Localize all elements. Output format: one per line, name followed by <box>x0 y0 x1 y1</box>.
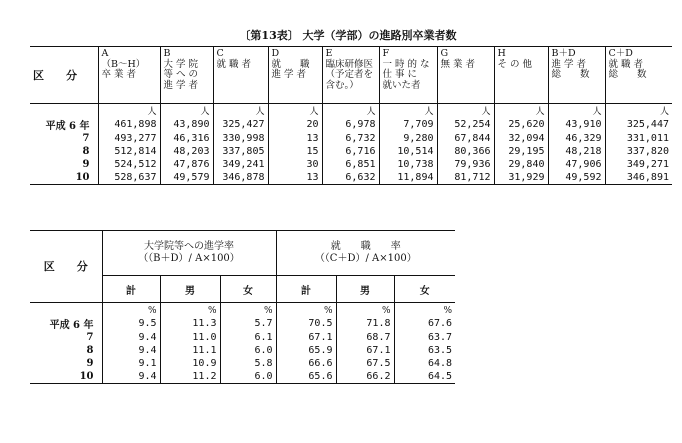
table-cell: 29,195 <box>494 145 548 158</box>
table-cell: 325,447 <box>605 117 672 132</box>
table-cell: 10.9 <box>160 357 220 370</box>
table-cell: 81,712 <box>437 171 494 185</box>
col-header-h: H そ の 他 <box>494 47 548 104</box>
row-label: 7 <box>86 332 94 343</box>
table-cell: 325,427 <box>213 117 268 132</box>
subheader-male: 男 <box>336 276 394 303</box>
col-header-c-plus-d: C＋D 就 職 者 総 数 <box>605 47 672 104</box>
table-cell: 46,329 <box>548 132 605 145</box>
table-cell: 461,898 <box>98 117 160 132</box>
table-cell: 43,910 <box>548 117 605 132</box>
table-cell: 9.4 <box>102 331 160 344</box>
table-row <box>30 316 455 331</box>
kubun-header: 区 分 <box>30 47 98 104</box>
unit-cell: % <box>220 303 276 317</box>
table-cell: 47,906 <box>548 158 605 171</box>
table-cell: 524,512 <box>98 158 160 171</box>
table-cell: 5.7 <box>220 316 276 331</box>
kubun-header: 区 分 <box>30 231 102 303</box>
table-cell: 6.0 <box>220 344 276 357</box>
table-cell: 65.6 <box>276 370 336 384</box>
table-cell: 20 <box>268 117 322 132</box>
table-cell: 11.3 <box>160 316 220 331</box>
table-row <box>30 331 455 344</box>
table-cell: 6,732 <box>322 132 379 145</box>
table-cell: 79,936 <box>437 158 494 171</box>
col-header-b: B 大 学 院 等 へ の 進 学 者 <box>160 47 213 104</box>
table-cell: 32,094 <box>494 132 548 145</box>
table-cell: 9.1 <box>102 357 160 370</box>
table-cell: 67.1 <box>336 344 394 357</box>
col-header-d: D 就 職 進 学 者 <box>268 47 322 104</box>
table-cell: 6,851 <box>322 158 379 171</box>
table-cell: 66.6 <box>276 357 336 370</box>
row-label: 9 <box>82 159 90 170</box>
table-cell: 49,579 <box>160 171 213 185</box>
table-cell: 29,840 <box>494 158 548 171</box>
unit-cell: 人 <box>548 104 605 118</box>
unit-cell: 人 <box>98 104 160 118</box>
table-cell: 11.1 <box>160 344 220 357</box>
row-label: 7 <box>82 133 90 144</box>
table-cell: 67.5 <box>336 357 394 370</box>
table-cell: 67,844 <box>437 132 494 145</box>
table-cell: 6,716 <box>322 145 379 158</box>
table-cell: 337,805 <box>213 145 268 158</box>
table-cell: 349,271 <box>605 158 672 171</box>
table-row <box>30 117 672 132</box>
row-label: 10 <box>30 370 102 384</box>
table-cell: 11,894 <box>379 171 437 185</box>
employment-rate-header: 就 職 率 （（C＋D）/ A×100） <box>276 231 455 276</box>
table-cell: 63.7 <box>394 331 455 344</box>
table-cell: 67.6 <box>394 316 455 331</box>
unit-cell: % <box>102 303 160 317</box>
table-cell: 13 <box>268 171 322 185</box>
table-cell: 64.5 <box>394 370 455 384</box>
unit-cell: 人 <box>268 104 322 118</box>
table-cell: 43,890 <box>160 117 213 132</box>
table-cell: 6,632 <box>322 171 379 185</box>
table-cell: 6,978 <box>322 117 379 132</box>
table-cell: 346,878 <box>213 171 268 185</box>
table-cell: 71.8 <box>336 316 394 331</box>
unit-cell: % <box>276 303 336 317</box>
subheader-total: 計 <box>276 276 336 303</box>
row-label: 平成 6 年 <box>49 320 94 331</box>
unit-cell: 人 <box>605 104 672 118</box>
table-cell: 528,637 <box>98 171 160 185</box>
table2-group-header-row <box>30 231 455 276</box>
table-cell: 346,891 <box>605 171 672 185</box>
table-cell: 67.1 <box>276 331 336 344</box>
col-header-a: A （B～H） 卒 業 者 <box>98 47 160 104</box>
subheader-male: 男 <box>160 276 220 303</box>
table-cell: 9.4 <box>102 344 160 357</box>
table-cell: 49,592 <box>548 171 605 185</box>
row-label: 8 <box>86 345 94 356</box>
table-cell: 9.4 <box>102 370 160 384</box>
graduates-by-path-table <box>30 46 672 185</box>
row-label: 平成 6 年 <box>45 121 90 132</box>
table-cell: 349,241 <box>213 158 268 171</box>
table-cell: 11.0 <box>160 331 220 344</box>
unit-row <box>30 303 455 317</box>
table-row <box>30 370 455 384</box>
table-row <box>30 158 672 171</box>
table-cell: 6.0 <box>220 370 276 384</box>
subheader-female: 女 <box>394 276 455 303</box>
table-cell: 11.2 <box>160 370 220 384</box>
row-label: 8 <box>82 146 90 157</box>
table-cell: 66.2 <box>336 370 394 384</box>
unit-cell: 人 <box>437 104 494 118</box>
row-label: 9 <box>86 358 94 369</box>
unit-cell: 人 <box>379 104 437 118</box>
table-cell: 70.5 <box>276 316 336 331</box>
col-header-g: G 無 業 者 <box>437 47 494 104</box>
unit-cell: % <box>160 303 220 317</box>
table-cell: 80,366 <box>437 145 494 158</box>
table-cell: 6.1 <box>220 331 276 344</box>
table-cell: 48,218 <box>548 145 605 158</box>
row-label: 10 <box>30 171 98 185</box>
unit-cell: 人 <box>213 104 268 118</box>
table-cell: 13 <box>268 132 322 145</box>
col-header-f: F 一 時 的 な 仕 事 に 就いた者 <box>379 47 437 104</box>
unit-cell: % <box>394 303 455 317</box>
table-cell: 10,738 <box>379 158 437 171</box>
table-cell: 337,820 <box>605 145 672 158</box>
table-cell: 9,280 <box>379 132 437 145</box>
table-cell: 30 <box>268 158 322 171</box>
table-cell: 330,998 <box>213 132 268 145</box>
table-cell: 10,514 <box>379 145 437 158</box>
table-cell: 52,254 <box>437 117 494 132</box>
unit-cell: 人 <box>494 104 548 118</box>
table-cell: 7,709 <box>379 117 437 132</box>
table-title: 〔第13表〕 大学（学部）の進路別卒業者数 <box>239 29 457 42</box>
table-row <box>30 344 455 357</box>
table-row <box>30 357 455 370</box>
table-row <box>30 171 672 185</box>
unit-row <box>30 104 672 118</box>
unit-cell: 人 <box>322 104 379 118</box>
table-cell: 31,929 <box>494 171 548 185</box>
table-cell: 64.8 <box>394 357 455 370</box>
table-cell: 331,011 <box>605 132 672 145</box>
col-header-e: E 臨床研修医 （予定者を 含む。） <box>322 47 379 104</box>
table-cell: 5.8 <box>220 357 276 370</box>
subheader-female: 女 <box>220 276 276 303</box>
col-header-c: C 就 職 者 <box>213 47 268 104</box>
table-cell: 25,620 <box>494 117 548 132</box>
table-cell: 47,876 <box>160 158 213 171</box>
table-cell: 65.9 <box>276 344 336 357</box>
unit-cell: % <box>336 303 394 317</box>
table-cell: 46,316 <box>160 132 213 145</box>
table-cell: 512,814 <box>98 145 160 158</box>
table-row <box>30 132 672 145</box>
table-row <box>30 145 672 158</box>
advancement-rate-header: 大学院等への進学率 （（B＋D）/ A×100） <box>102 231 276 276</box>
table-cell: 48,203 <box>160 145 213 158</box>
rates-table <box>30 230 455 384</box>
col-header-b-plus-d: B＋D 進 学 者 総 数 <box>548 47 605 104</box>
table-cell: 63.5 <box>394 344 455 357</box>
table1-header-row <box>30 47 672 104</box>
table-cell: 68.7 <box>336 331 394 344</box>
table-cell: 9.5 <box>102 316 160 331</box>
table-cell: 15 <box>268 145 322 158</box>
unit-cell: 人 <box>160 104 213 118</box>
subheader-total: 計 <box>102 276 160 303</box>
table-cell: 493,277 <box>98 132 160 145</box>
